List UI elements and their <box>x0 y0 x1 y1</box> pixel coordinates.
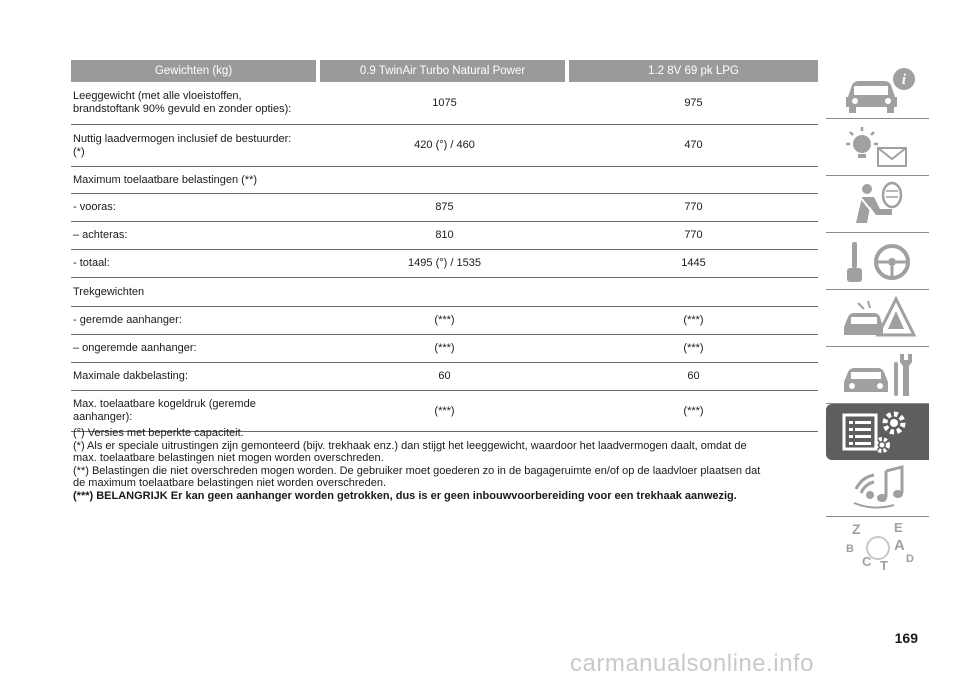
index-letter: A <box>893 537 905 554</box>
header-weights: Gewichten (kg) <box>71 60 316 82</box>
value-twinair: 420 (°) / 460 <box>414 139 475 151</box>
row-label-line: (*) <box>73 145 85 158</box>
page-number: 169 <box>894 630 918 646</box>
value-lpg: 975 <box>684 96 703 109</box>
value-twinair: 875 <box>435 201 454 213</box>
tab-emergency[interactable] <box>826 290 929 347</box>
table-row <box>71 278 818 307</box>
header-lpg: 1.2 8V 69 pk LPG <box>569 60 818 82</box>
value-lpg <box>569 278 818 306</box>
tab-index[interactable] <box>826 517 929 573</box>
row-label: – ongeremde aanhanger: <box>73 342 197 354</box>
emergency-icon <box>834 293 922 343</box>
row-label <box>71 125 320 166</box>
row-label: - totaal: <box>73 257 110 269</box>
value-lpg: (***) <box>683 404 704 417</box>
footnote-line: de maximum toelaatbare belastingen niet worden overschreden. <box>73 477 387 489</box>
value-twinair: 1075 <box>432 96 457 109</box>
table-row <box>71 125 818 167</box>
tab-warning-lights[interactable] <box>826 119 929 176</box>
row-label-line: Nuttig laadvermogen inclusief de bestuurder: <box>73 132 292 145</box>
tab-safety[interactable] <box>826 176 929 233</box>
value-lpg: 770 <box>684 201 703 213</box>
footnote-line: max. toelaatbare belastingen niet mogen worden overschreden. <box>73 452 384 464</box>
watermark: carmanualsonline.info <box>570 650 814 677</box>
car-info-icon <box>834 65 922 115</box>
table-row <box>71 363 818 391</box>
index-letter: C <box>861 554 871 569</box>
footnote-line: (*) Als er speciale uitrustingen zijn gemonteerd (bijv. trekhaak enz.) dan stijgt het leeggewicht, waardoor het laadvermogen daalt, omdat de <box>73 439 747 452</box>
value-lpg: 1445 <box>681 257 706 269</box>
row-label-line: aanhanger): <box>73 411 133 423</box>
table-row <box>71 82 818 125</box>
maintenance-icon <box>834 350 922 400</box>
value-lpg: (***) <box>683 342 704 354</box>
footnote-important: (***) BELANGRIJK Er kan geen aanhanger worden getrokken, dus is er geen inbouwvoorbereiding voor een trekhaak aanwezig. <box>73 489 737 502</box>
tab-maintenance[interactable] <box>826 347 929 404</box>
row-label: - geremde aanhanger: <box>73 314 182 326</box>
row-label: Trekgewichten <box>73 285 145 298</box>
value-lpg: 470 <box>684 139 703 151</box>
chapter-tabs <box>826 62 929 573</box>
row-label: Maximale dakbelasting: <box>73 370 188 382</box>
technical-data-icon <box>834 407 922 457</box>
footnote-line: (**) Belastingen die niet overschreden mogen worden. De gebruiker moet goederen zo in de bagageruimte en/of op de laadvloer plaatsen dat <box>73 464 761 477</box>
footnotes <box>73 427 818 502</box>
index-letter: Z <box>851 521 861 537</box>
table-row <box>71 194 818 222</box>
value-twinair: 810 <box>435 229 454 241</box>
warning-lights-icon <box>834 122 922 172</box>
value-lpg: (***) <box>683 314 704 326</box>
value-twinair: 60 <box>438 370 451 382</box>
row-label-line: Max. toelaatbare kogeldruk (geremde <box>73 398 256 410</box>
index-icon <box>834 520 922 570</box>
svg-text:i: i <box>901 72 906 88</box>
safety-airbag-icon <box>834 179 922 229</box>
index-letter: B <box>845 543 854 555</box>
table-row <box>71 167 818 194</box>
tab-multimedia[interactable] <box>826 460 929 517</box>
tab-starting-driving[interactable] <box>826 233 929 290</box>
starting-driving-icon <box>834 236 922 286</box>
value-twinair: (***) <box>434 314 455 326</box>
value-twinair: (***) <box>434 404 455 417</box>
value-twinair <box>320 167 569 193</box>
tab-technical-data[interactable] <box>826 404 929 460</box>
index-letter: D <box>905 553 914 565</box>
row-label <box>71 391 320 431</box>
table-row <box>71 391 818 432</box>
row-label-line: Leeggewicht (met alle vloeistoffen, <box>73 90 242 102</box>
footnote-line: (°) Versies met beperkte capaciteit. <box>73 427 244 439</box>
value-twinair: 1495 (°) / 1535 <box>408 257 481 269</box>
table-row <box>71 222 818 250</box>
row-label-line: brandstoftank 90% gevuld en zonder opties): <box>73 103 292 115</box>
multimedia-icon <box>834 463 922 513</box>
tab-car-info[interactable] <box>826 62 929 119</box>
value-lpg: 770 <box>684 229 703 241</box>
table-row <box>71 307 818 335</box>
row-label: Maximum toelaatbare belastingen (**) <box>73 173 258 186</box>
header-twinair: 0.9 TwinAir Turbo Natural Power <box>320 60 565 82</box>
value-twinair: (***) <box>434 342 455 354</box>
index-letter: E <box>893 520 903 535</box>
row-label: - vooras: <box>73 201 116 213</box>
row-label: – achteras: <box>73 229 128 241</box>
row-label <box>71 82 320 124</box>
table-header-row <box>71 60 818 82</box>
table-row <box>71 335 818 363</box>
value-lpg <box>569 167 818 193</box>
value-twinair <box>320 278 569 306</box>
value-lpg: 60 <box>687 370 700 382</box>
index-letter: T <box>879 558 888 570</box>
weights-table <box>71 60 818 432</box>
table-row <box>71 250 818 278</box>
